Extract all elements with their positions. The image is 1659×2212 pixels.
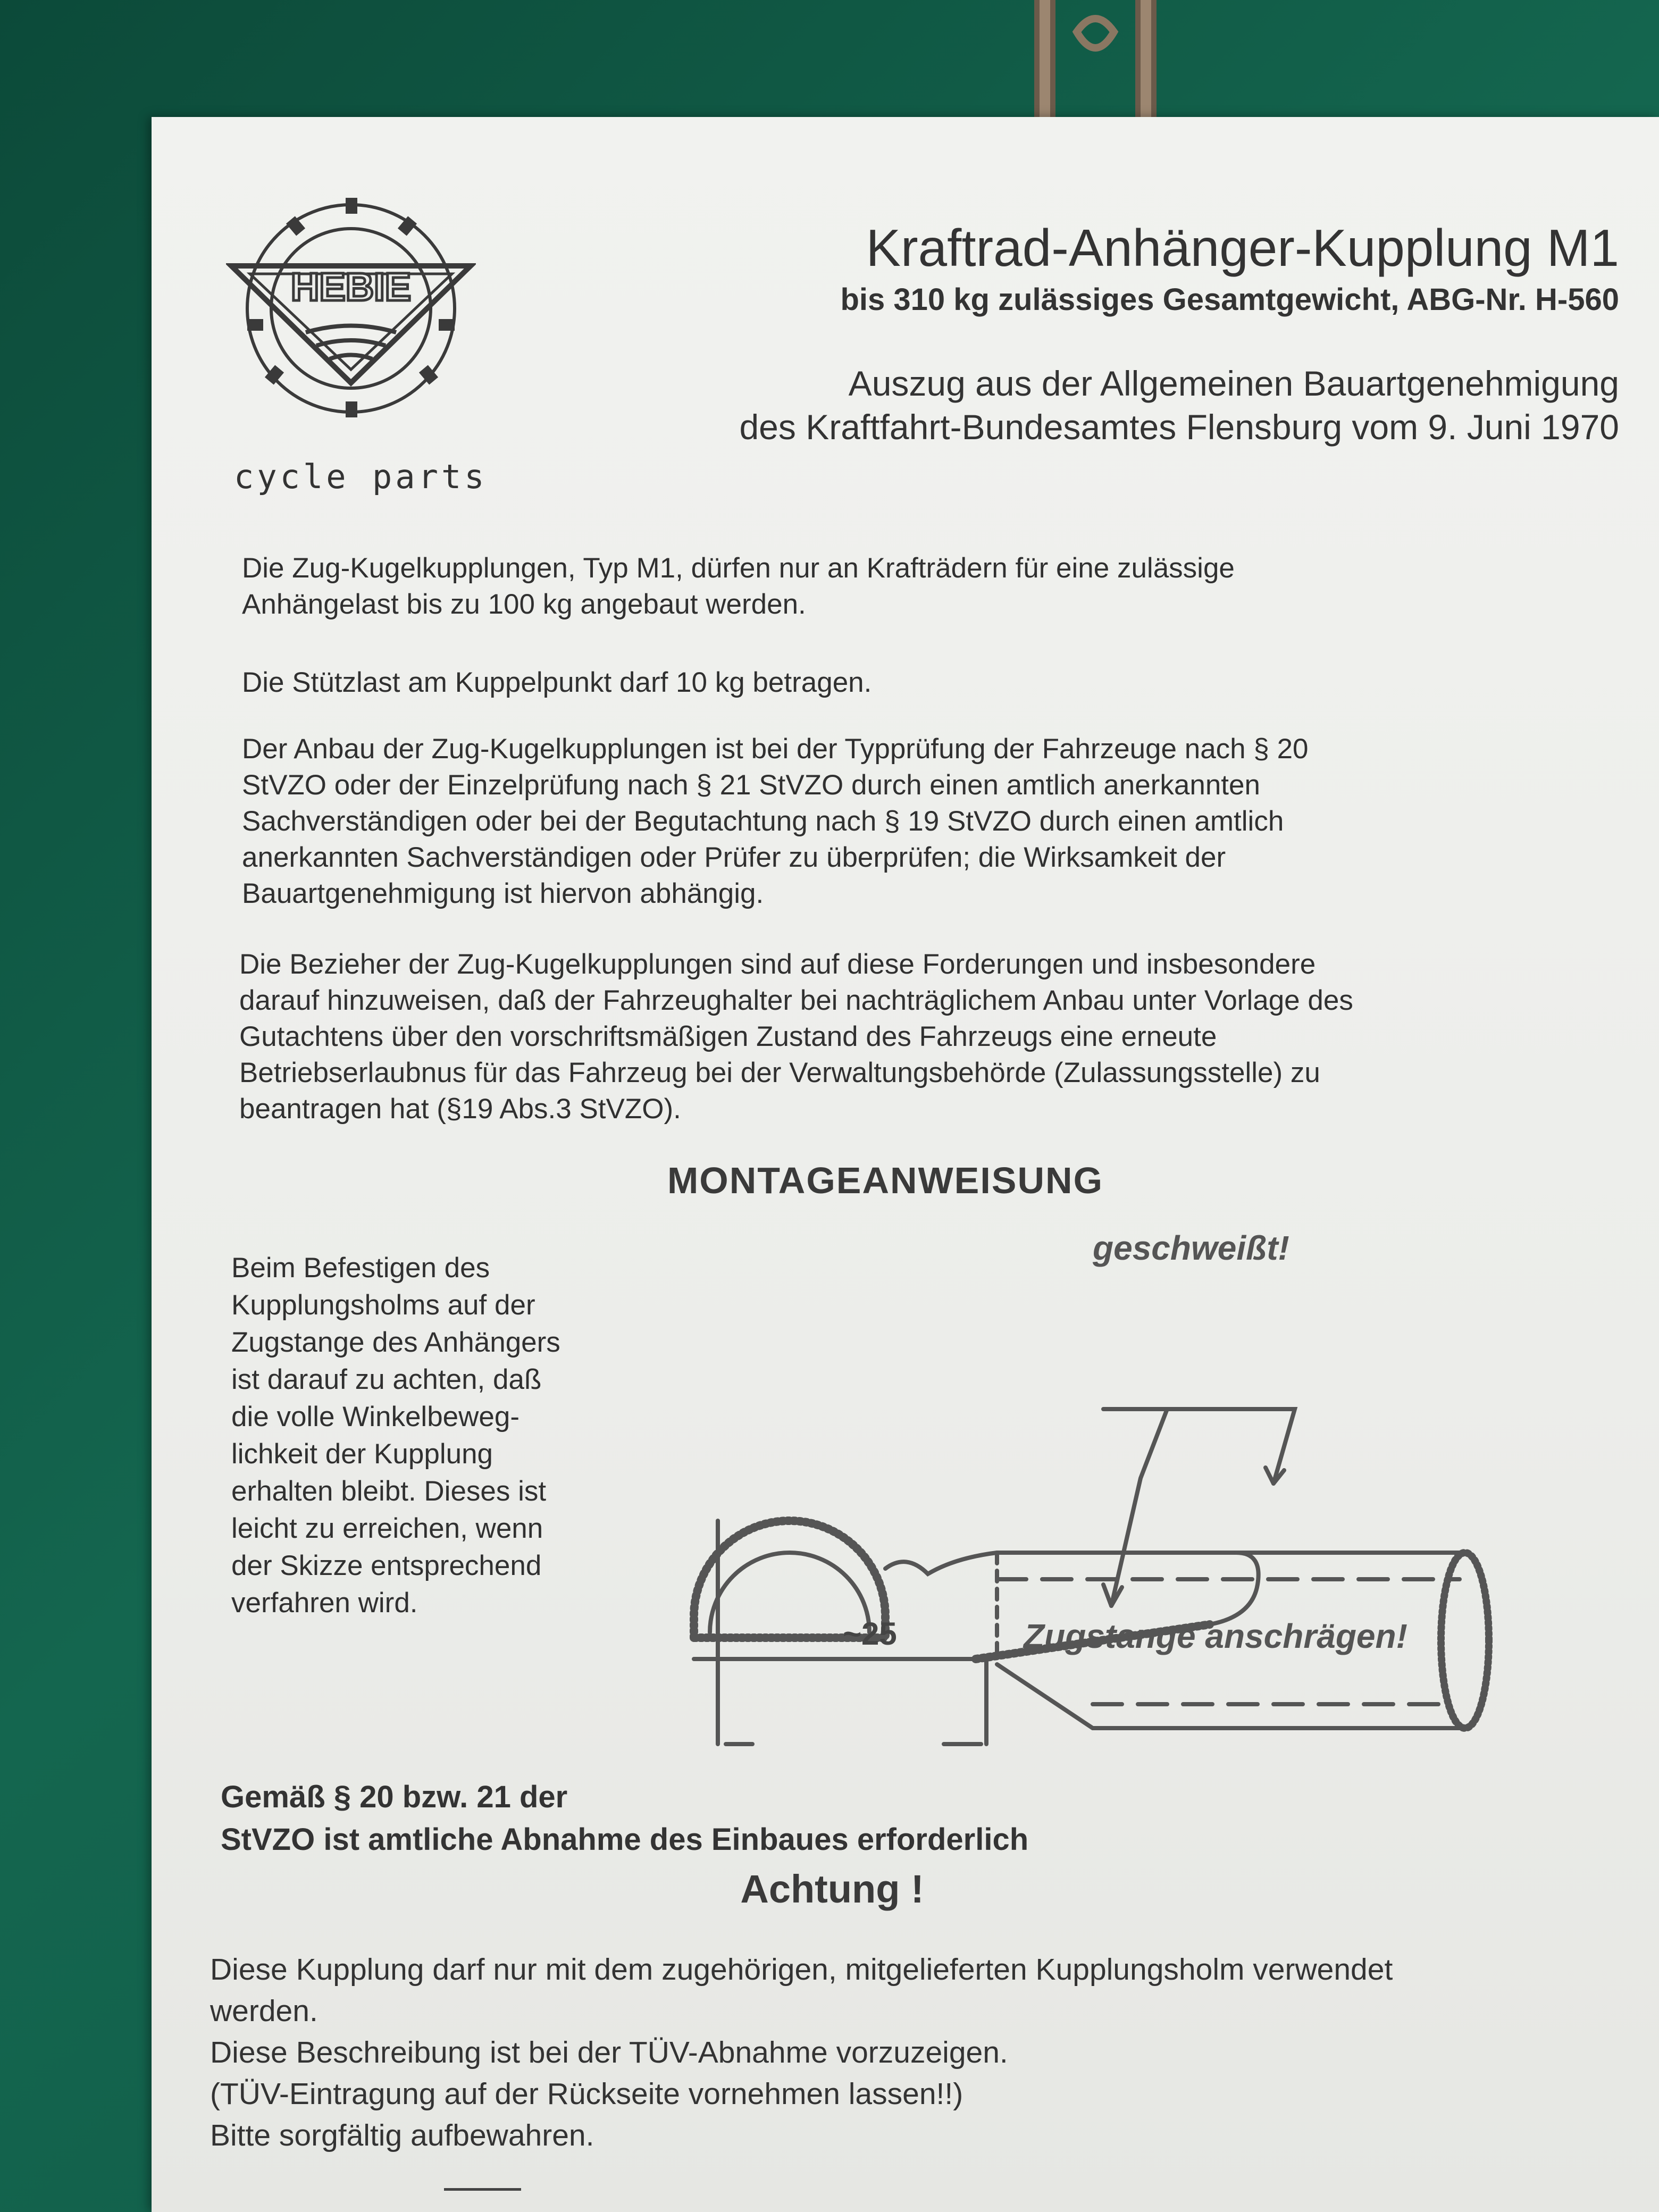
approval-line-1: Auszug aus der Allgemeinen Bauartgenehmigung [848,364,1619,403]
approval-reference [524,362,1619,449]
warning-heading: Achtung ! [740,1867,924,1911]
underline-mark [444,2188,521,2191]
document-page [152,117,1659,2212]
logo-tagline: cycle parts [234,457,488,496]
text-line: Anhängelast bis zu 100 kg angebaut werden. [242,589,806,620]
logo-brand: HEBIE [290,265,412,309]
text-line: Gemäß § 20 bzw. 21 der [221,1780,568,1814]
text-line: Die Stützlast am Kuppelpunkt darf 10 kg betragen. [242,667,872,698]
footer-notes [210,1949,1619,2156]
text-line: Diese Beschreibung ist bei der TÜV-Abnahme vorzuzeigen. [210,2035,1008,2069]
label-distance: ~25 [843,1616,897,1652]
approval-line-2: des Kraftfahrt-Bundesamtes Flensburg vom 9. Juni 1970 [739,407,1619,447]
text-line: Die Bezieher der Zug-Kugelkupplungen sind auf diese Forderungen und insbesondere [239,949,1316,980]
document-title: Kraftrad-Anhänger-Kupplung M1 [866,219,1619,277]
section-heading-montage: MONTAGEANWEISUNG [667,1160,1104,1201]
label-bevel-drawbar: Zugstange anschrägen! [1024,1617,1407,1655]
text-line: Der Anbau der Zug-Kugelkupplungen ist bei der Typprüfung der Fahrzeuge nach § 20 [242,733,1309,765]
paragraph-operating-permit [239,946,1569,1127]
coupling-sketch [678,1234,1624,1792]
text-line: StVZO oder der Einzelprüfung nach § 21 StVZO durch einen amtlich anerkannten [242,769,1260,801]
text-line: die volle Winkelbeweg- [231,1401,520,1432]
document-subtitle: bis 310 kg zulässiges Gesamtgewicht, ABG-Nr. H-560 [840,282,1619,317]
text-line: ist darauf zu achten, daß [231,1364,542,1395]
hebie-logo [226,197,476,420]
text-line: Betriebserlaubnus für das Fahrzeug bei der Verwaltungsbehörde (Zulassungsstelle) zu [239,1057,1320,1088]
text-line: leicht zu erreichen, wenn [231,1513,543,1544]
text-line: lichkeit der Kupplung [231,1438,493,1470]
text-line: Die Zug-Kugelkupplungen, Typ M1, dürfen nur an Krafträdern für eine zulässige [242,552,1235,584]
binder-clip [1029,0,1162,122]
paragraph-support-load [242,665,1571,701]
paragraph-trailer-load [242,550,1571,623]
text-line: erhalten bleibt. Dieses ist [231,1476,547,1507]
text-line: Kupplungsholms auf der [231,1289,535,1321]
inspection-notice [221,1776,1284,1861]
text-line: Sachverständigen oder bei der Begutachtung nach § 19 StVZO durch einen amtlich [242,806,1284,837]
text-line: werden. [210,1994,318,2028]
text-line: (TÜV-Eintragung auf der Rückseite vornehmen lassen!!) [210,2077,963,2111]
text-line: Beim Befestigen des [231,1252,490,1284]
text-line: Diese Kupplung darf nur mit dem zugehörigen, mitgelieferten Kupplungsholm verwendet [210,1953,1393,1987]
text-line: Bitte sorgfältig aufbewahren. [210,2118,594,2152]
text-line: Zugstange des Anhängers [231,1327,560,1358]
text-line: darauf hinzuweisen, daß der Fahrzeughalter bei nachträglichem Anbau unter Vorlage des [239,985,1353,1016]
paragraph-installation-inspection [242,731,1571,912]
text-line: verfahren wird. [231,1587,418,1619]
text-line: anerkannten Sachverständigen oder Prüfer zu überprüfen; die Wirksamkeit der [242,842,1226,873]
text-line: beantragen hat (§19 Abs.3 StVZO). [239,1093,681,1125]
label-welded: geschweißt! [1093,1229,1289,1267]
text-line: Bauartgenehmigung ist hiervon abhängig. [242,878,764,909]
text-line: StVZO ist amtliche Abnahme des Einbaues erforderlich [221,1822,1029,1857]
text-line: der Skizze entsprechend [231,1550,542,1581]
montage-instructions [231,1250,614,1622]
text-line: Gutachtens über den vorschriftsmäßigen Zustand des Fahrzeugs eine erneute [239,1021,1217,1052]
